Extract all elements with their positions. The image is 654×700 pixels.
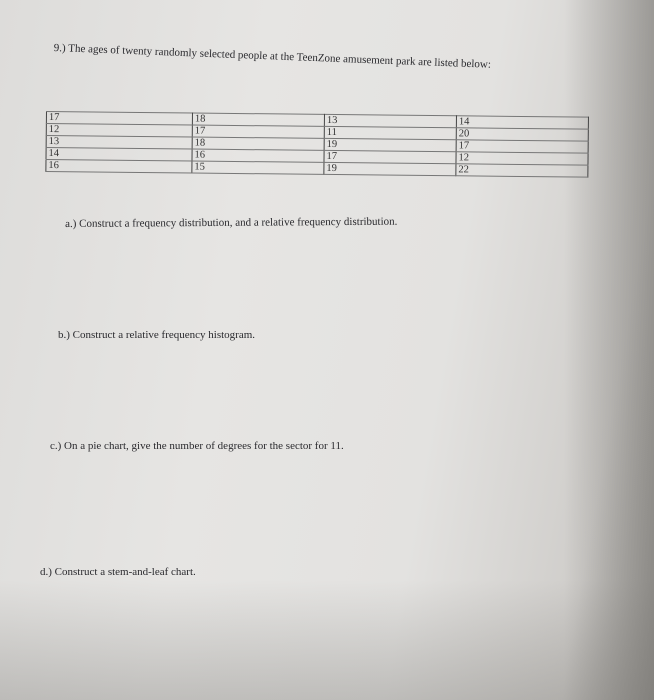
table-cell: 17 (192, 125, 324, 138)
table-cell: 14 (46, 148, 192, 162)
table-cell: 19 (324, 162, 456, 175)
table-cell: 12 (46, 124, 192, 138)
table-cell: 16 (192, 149, 324, 162)
table-cell: 12 (456, 152, 588, 165)
table-cell: 17 (324, 150, 456, 163)
problem-intro: 9.) The ages of twenty randomly selected people at the TeenZone amusement park are listed below: (53, 42, 492, 71)
table-cell: 20 (456, 128, 588, 141)
ages-table-wrapper (45, 111, 589, 178)
question-c: c.) On a pie chart, give the number of degrees for the sector for 11. (50, 440, 344, 452)
table-cell: 11 (324, 126, 456, 139)
table-cell: 17 (46, 112, 192, 126)
table-cell: 22 (456, 164, 588, 177)
question-d: d.) Construct a stem-and-leaf chart. (40, 566, 196, 578)
table-cell: 13 (46, 136, 192, 150)
table-cell: 15 (192, 161, 324, 174)
table-cell: 18 (192, 137, 324, 150)
table-cell: 14 (456, 116, 588, 129)
table-cell: 18 (192, 113, 324, 126)
table-cell: 17 (456, 140, 588, 153)
table-cell: 19 (324, 138, 456, 151)
question-b: b.) Construct a relative frequency histogram. (58, 329, 256, 341)
question-a: a.) Construct a frequency distribution, and a relative frequency distribution. (65, 215, 398, 230)
table-cell: 16 (46, 160, 192, 174)
ages-table (45, 111, 589, 178)
table-cell: 13 (324, 114, 456, 127)
